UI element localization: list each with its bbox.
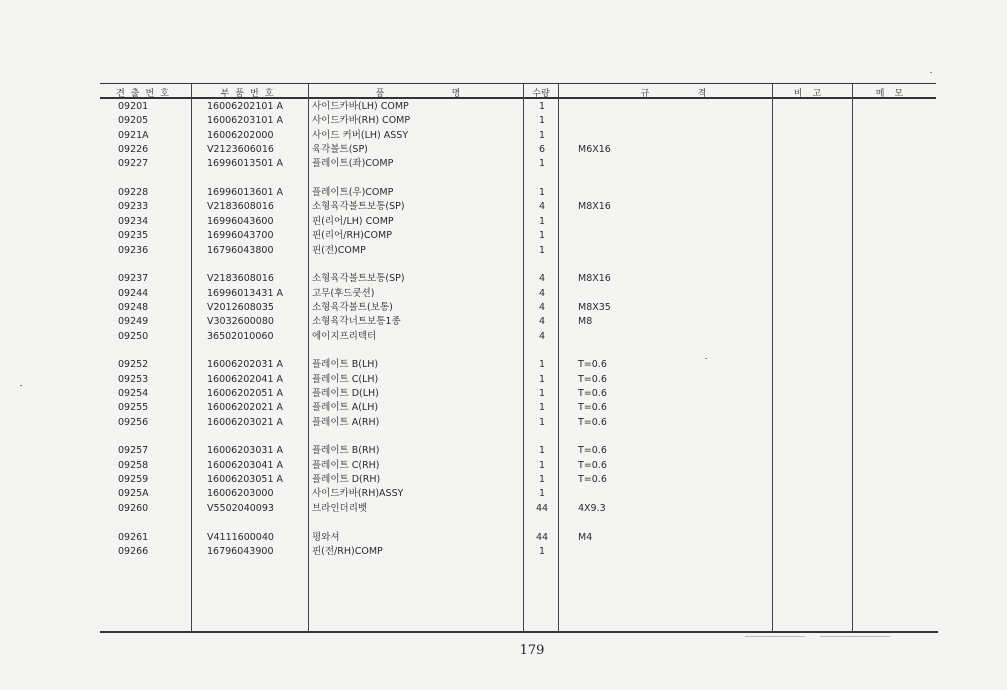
code-cell: 09261 <box>118 531 149 543</box>
part-name-cell: 플레이트(우)COMP <box>312 187 394 199</box>
part-number-cell: 16006202000 <box>207 129 274 141</box>
quantity-cell: 1 <box>538 488 546 500</box>
spec-cell: M8X35 <box>578 301 611 313</box>
quantity-cell: 1 <box>538 474 546 486</box>
part-number-cell: 16006202101 A <box>207 101 284 112</box>
code-cell: 09258 <box>118 459 149 471</box>
spec-cell: M4 <box>578 531 593 543</box>
part-number-cell: V2012608035 <box>207 301 274 313</box>
part-number-cell: 16996043600 <box>207 215 274 227</box>
quantity-cell: 1 <box>538 187 546 199</box>
spec-cell: 4X9.3 <box>578 502 606 514</box>
code-cell: 09237 <box>118 273 149 285</box>
spec-cell: M8X16 <box>578 273 611 285</box>
spec-cell: T=0.6 <box>578 459 607 471</box>
code-cell: 09252 <box>118 359 149 371</box>
spec-cell: T=0.6 <box>578 402 607 414</box>
part-number-cell: 16006203051 A <box>207 474 284 486</box>
spec-cell: T=0.6 <box>578 373 607 385</box>
code-cell: 09244 <box>118 287 149 299</box>
part-number-cell: 16996013601 A <box>207 187 284 199</box>
scan-speck <box>20 385 22 386</box>
part-name-cell: 플레이트 A(LH) <box>312 402 379 414</box>
quantity-cell: 1 <box>538 101 546 112</box>
part-number-cell: 16796043800 <box>207 244 274 256</box>
scan-speck <box>745 636 805 637</box>
quantity-cell: 1 <box>538 230 546 242</box>
header-part-no: 부품번호 <box>220 89 280 99</box>
part-name-cell: 핀(리어/LH) COMP <box>312 215 394 227</box>
header-spec-right: 격 <box>697 89 707 99</box>
quantity-cell: 44 <box>535 502 549 514</box>
header-qty: 수량 <box>532 89 550 99</box>
part-number-cell: V5502040093 <box>207 502 274 514</box>
code-cell: 09259 <box>118 474 149 486</box>
part-name-cell: 사이드카바(RH) COMP <box>312 115 411 127</box>
part-number-cell: 36502010060 <box>207 330 274 342</box>
quantity-cell: 4 <box>538 287 546 299</box>
part-name-cell: 사이드카바(LH) COMP <box>312 101 409 112</box>
quantity-cell: 4 <box>538 330 546 342</box>
part-name-cell: 플레이트 D(RH) <box>312 474 381 486</box>
header-memo: 메모 <box>875 89 914 99</box>
quantity-cell: 1 <box>538 115 546 127</box>
scan-speck <box>930 72 932 73</box>
code-cell: 09233 <box>118 201 149 213</box>
part-number-cell: 16006203000 <box>207 488 274 500</box>
quantity-cell: 1 <box>538 129 546 141</box>
part-number-cell: V2183608016 <box>207 201 274 213</box>
part-name-cell: 플레이트 B(LH) <box>312 359 379 371</box>
spec-cell: M8X16 <box>578 201 611 213</box>
code-cell: 09248 <box>118 301 149 313</box>
quantity-cell: 1 <box>538 373 546 385</box>
scan-speck <box>705 358 707 359</box>
quantity-cell: 44 <box>535 531 549 543</box>
col-divider <box>558 84 559 633</box>
quantity-cell: 4 <box>538 273 546 285</box>
part-name-cell: 사이드카바(RH)ASSY <box>312 488 404 500</box>
header-top-rule <box>100 83 936 84</box>
quantity-cell: 1 <box>538 215 546 227</box>
part-number-cell: 16996043700 <box>207 230 274 242</box>
col-divider <box>308 84 309 633</box>
quantity-cell: 1 <box>538 459 546 471</box>
part-number-cell: 16006202031 A <box>207 359 284 371</box>
code-cell: 09205 <box>118 115 149 127</box>
part-name-cell: 소형육각볼트(보통) <box>312 301 393 313</box>
code-cell: 09226 <box>118 144 149 156</box>
part-name-cell: 소형육각너트보통1종 <box>312 316 401 328</box>
col-divider <box>523 84 524 633</box>
code-cell: 09253 <box>118 373 149 385</box>
code-cell: 09227 <box>118 158 149 170</box>
quantity-cell: 4 <box>538 301 546 313</box>
header-spec-left: 규 <box>640 89 650 99</box>
part-number-cell: 16006203101 A <box>207 115 284 127</box>
code-cell: 09234 <box>118 215 149 227</box>
part-number-cell: 16996013431 A <box>207 287 284 299</box>
quantity-cell: 1 <box>538 416 546 428</box>
spec-cell: T=0.6 <box>578 388 607 399</box>
part-name-cell: 플레이트 D(LH) <box>312 388 379 399</box>
spec-cell: T=0.6 <box>578 359 607 371</box>
code-cell: 09228 <box>118 187 149 199</box>
code-cell: 09235 <box>118 230 149 242</box>
part-number-cell: V2183608016 <box>207 273 274 285</box>
quantity-cell: 1 <box>538 388 546 399</box>
quantity-cell: 4 <box>538 316 546 328</box>
header-name-right: 명 <box>451 89 461 99</box>
part-name-cell: 핀(전)COMP <box>312 244 366 256</box>
part-number-cell: 16006203031 A <box>207 445 284 457</box>
code-cell: 09255 <box>118 402 149 414</box>
quantity-cell: 1 <box>538 359 546 371</box>
code-cell: 09266 <box>118 545 149 557</box>
part-number-cell: 16796043900 <box>207 545 274 557</box>
part-name-cell: 플레이트 A(RH) <box>312 416 380 428</box>
spec-cell: T=0.6 <box>578 416 607 428</box>
part-name-cell: 사이드 커버(LH) ASSY <box>312 129 409 141</box>
part-number-cell: 16006202051 A <box>207 388 284 399</box>
spec-cell: T=0.6 <box>578 474 607 486</box>
part-name-cell: 에이지프리텍터 <box>312 330 377 342</box>
code-cell: 0925A <box>118 488 149 500</box>
header-note: 비고 <box>793 89 832 99</box>
code-cell: 09254 <box>118 388 149 399</box>
part-number-cell: V3032600080 <box>207 316 274 328</box>
page-number: 179 <box>519 643 545 658</box>
quantity-cell: 1 <box>538 402 546 414</box>
part-number-cell: 16006203041 A <box>207 459 284 471</box>
code-cell: 09257 <box>118 445 149 457</box>
code-cell: 09250 <box>118 330 149 342</box>
part-name-cell: 핀(리어/RH)COMP <box>312 230 392 242</box>
part-number-cell: 16996013501 A <box>207 158 284 170</box>
col-divider <box>191 84 192 633</box>
col-divider <box>772 84 773 633</box>
quantity-cell: 6 <box>538 144 546 156</box>
spec-cell: T=0.6 <box>578 445 607 457</box>
quantity-cell: 1 <box>538 445 546 457</box>
quantity-cell: 1 <box>538 158 546 170</box>
header-code: 견출번호 <box>116 89 175 99</box>
header-name-left: 품 <box>375 89 385 99</box>
part-number-cell: V2123606016 <box>207 144 274 156</box>
part-name-cell: 플레이트 C(LH) <box>312 373 379 385</box>
part-number-cell: V4111600040 <box>207 531 274 543</box>
spec-cell: M8 <box>578 316 593 328</box>
part-name-cell: 플레이트 C(RH) <box>312 459 380 471</box>
part-number-cell: 16006202041 A <box>207 373 284 385</box>
part-name-cell: 육각볼트(SP) <box>312 144 368 156</box>
spec-cell: M6X16 <box>578 144 611 156</box>
part-number-cell: 16006203021 A <box>207 416 284 428</box>
part-name-cell: 평와셔 <box>312 531 340 543</box>
quantity-cell: 1 <box>538 244 546 256</box>
code-cell: 09260 <box>118 502 149 514</box>
part-name-cell: 플레이트(좌)COMP <box>312 158 394 170</box>
code-cell: 09201 <box>118 101 149 112</box>
part-name-cell: 플레이트 B(RH) <box>312 445 380 457</box>
code-cell: 09256 <box>118 416 149 428</box>
quantity-cell: 4 <box>538 201 546 213</box>
part-name-cell: 브라인더리벳 <box>312 502 368 514</box>
quantity-cell: 1 <box>538 545 546 557</box>
code-cell: 0921A <box>118 129 149 141</box>
part-name-cell: 소형육각볼트보통(SP) <box>312 273 405 285</box>
code-cell: 09249 <box>118 316 149 328</box>
part-name-cell: 고무(후드쿳션) <box>312 287 375 299</box>
footer-rule <box>100 631 938 633</box>
col-divider <box>852 84 853 633</box>
scan-speck <box>820 636 890 637</box>
part-name-cell: 핀(전/RH)COMP <box>312 545 383 557</box>
part-number-cell: 16006202021 A <box>207 402 284 414</box>
code-cell: 09236 <box>118 244 149 256</box>
part-name-cell: 소형육각볼트보통(SP) <box>312 201 405 213</box>
